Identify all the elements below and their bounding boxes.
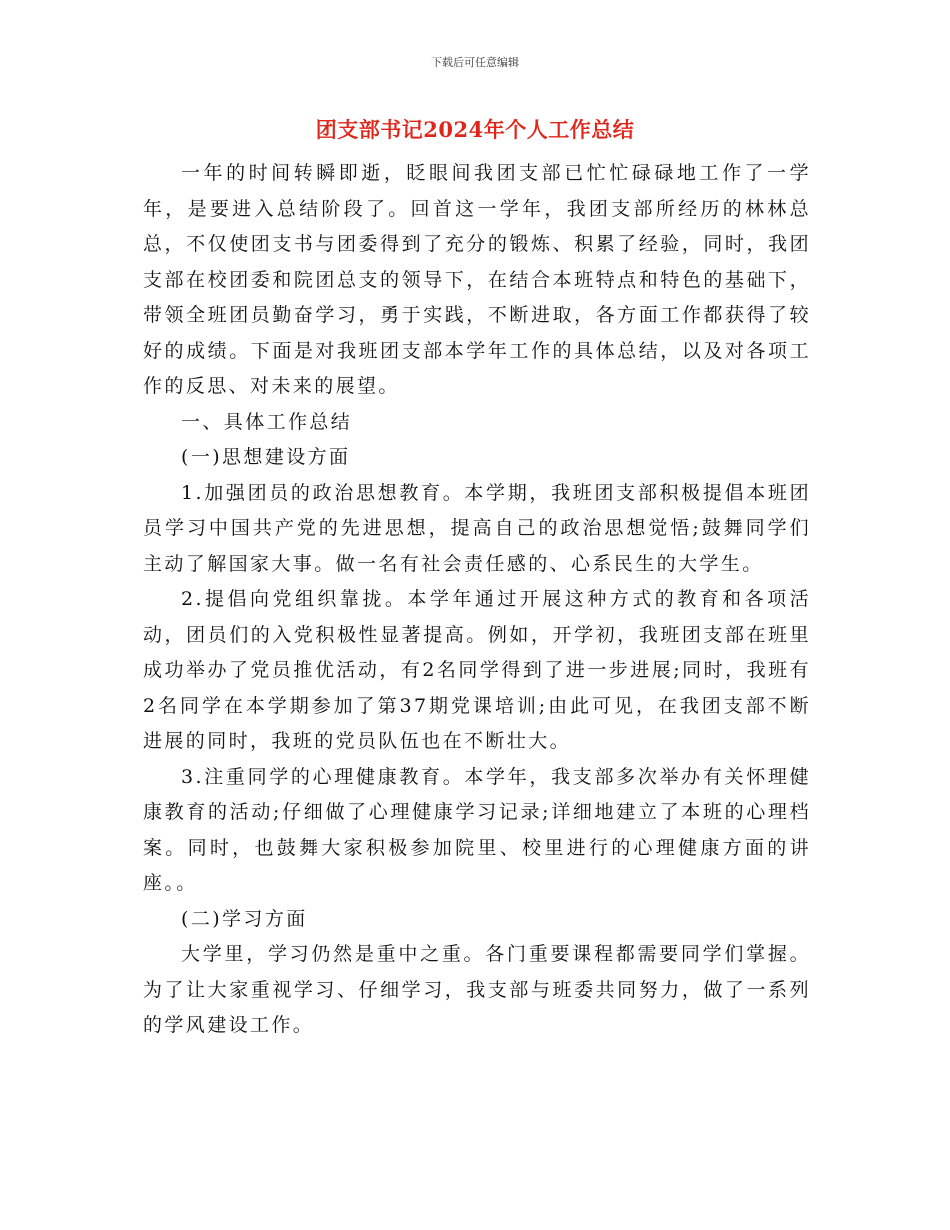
download-editable-note: 下载后可任意编辑: [431, 56, 519, 69]
document-body: [143, 156, 811, 1044]
subheading-ideology: (一)思想建设方面: [181, 446, 351, 468]
document-title: 团支部书记2024年个人工作总结: [315, 117, 635, 142]
paragraph-intro: 一年的时间转瞬即逝，眨眼间我团支部已忙忙碌碌地工作了一学年，是要进入总结阶段了。回首这一学年，我团支部所经历的林林总总，不仅使团支书与团委得到了充分的锻炼、积累了经验，同时，我团支部在校团委和院团总支的领导下，在结合本班特点和特色的基础下，带领全班团员勤奋学习，勇于实践，不断进取，各方面工作都获得了较好的成绩。下面是对我班团支部本学年工作的具体总结，以及对各项工作的反思、对未来的展望。: [143, 162, 811, 397]
paragraph-item-2: 2.提倡向党组织靠拢。本学年通过开展这种方式的教育和各项活动，团员们的入党积极性显著提高。例如，开学初，我班团支部在班里成功举办了党员推优活动，有2名同学得到了进一步进展;同时，我班有2名同学在本学期参加了第37期党课培训;由此可见，在我团支部不断进展的同时，我班的党员队伍也在不断壮大。: [143, 588, 811, 752]
paragraph-item-3: 3.注重同学的心理健康教育。本学年，我支部多次举办有关怀理健康教育的活动;仔细做了心理健康学习记录;详细地建立了本班的心理档案。同时，也鼓舞大家积极参加院里、校里进行的心理健康方面的讲座。。: [143, 765, 811, 894]
heading-section-1: 一、具体工作总结: [181, 410, 353, 433]
subheading-study: (二)学习方面: [181, 907, 308, 930]
paragraph-study: 大学里，学习仍然是重中之重。各门重要课程都需要同学们掌握。为了让大家重视学习、仔细学习，我支部与班委共同努力，做了一系列的学风建设工作。: [143, 943, 811, 1036]
paragraph-item-1: 1.加强团员的政治思想教育。本学期，我班团支部积极提倡本班团员学习中国共产党的先进思想，提高自己的政治思想觉悟;鼓舞同学们主动了解国家大事。做一名有社会责任感的、心系民生的大学生。: [143, 481, 811, 575]
